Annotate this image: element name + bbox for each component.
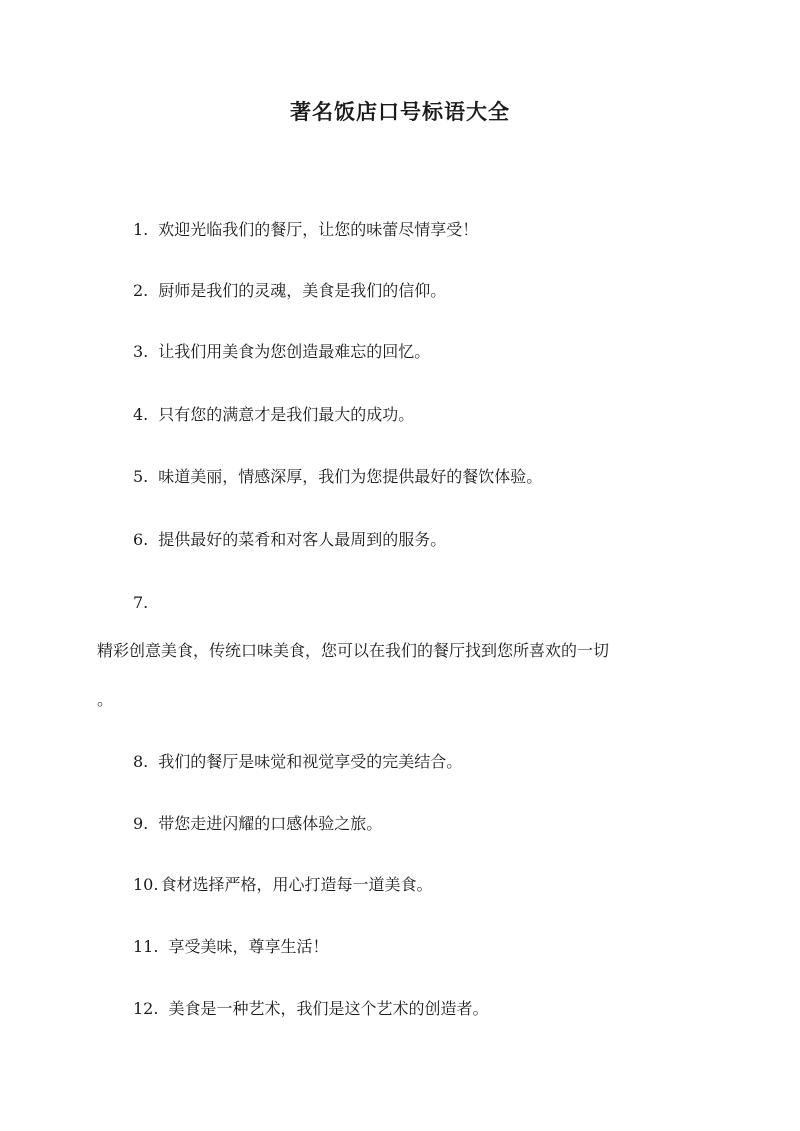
slogan-item-7-text: 精彩创意美食，传统口味美食，您可以在我们的餐厅找到您所喜欢的一切: [97, 641, 610, 660]
item-number: 5.: [133, 467, 149, 486]
slogan-item-4: [133, 404, 414, 426]
item-number: 10.: [133, 875, 159, 894]
item-number: 8.: [133, 752, 149, 771]
item-number: 6.: [133, 530, 149, 549]
slogan-item-8: [133, 751, 462, 773]
slogan-item-9: [133, 813, 382, 835]
slogan-item-11: [133, 936, 328, 958]
item-number: 3.: [133, 342, 149, 361]
item-text: 我们的餐厅是味觉和视觉享受的完美结合。: [158, 752, 463, 771]
item-text: 享受美味，尊享生活！: [168, 937, 329, 956]
slogan-item-6: [133, 529, 446, 551]
item-text: 提供最好的菜肴和对客人最周到的服务。: [158, 530, 447, 549]
slogan-item-1: [133, 219, 478, 241]
slogan-item-7-number: [133, 592, 148, 614]
item-text: 欢迎光临我们的餐厅，让您的味蕾尽情享受！: [158, 220, 479, 239]
item-text: 味道美丽，情感深厚，我们为您提供最好的餐饮体验。: [158, 467, 543, 486]
item-text: 让我们用美食为您创造最难忘的回忆。: [158, 342, 431, 361]
item-text: 厨师是我们的灵魂，美食是我们的信仰。: [158, 281, 447, 300]
slogan-item-7-continuation: 。: [97, 690, 114, 709]
item-number: 7.: [133, 593, 149, 612]
item-text: 食材选择严格，用心打造每一道美食。: [160, 875, 433, 894]
item-number: 12.: [133, 999, 159, 1018]
item-number: 11.: [133, 937, 159, 956]
slogan-item-3: [133, 341, 430, 363]
slogan-item-2: [133, 280, 446, 302]
slogan-item-12: [133, 998, 488, 1020]
item-text: 美食是一种艺术，我们是这个艺术的创造者。: [168, 999, 489, 1018]
item-number: 9.: [133, 814, 149, 833]
document-title: 著名饭店口号标语大全: [290, 99, 510, 124]
item-number: 4.: [133, 405, 149, 424]
slogan-item-5: [133, 466, 542, 488]
slogan-item-10: [133, 874, 432, 896]
item-text: 带您走进闪耀的口感体验之旅。: [158, 814, 383, 833]
item-text: 只有您的满意才是我们最大的成功。: [158, 405, 415, 424]
item-number: 1.: [133, 220, 149, 239]
item-number: 2.: [133, 281, 149, 300]
